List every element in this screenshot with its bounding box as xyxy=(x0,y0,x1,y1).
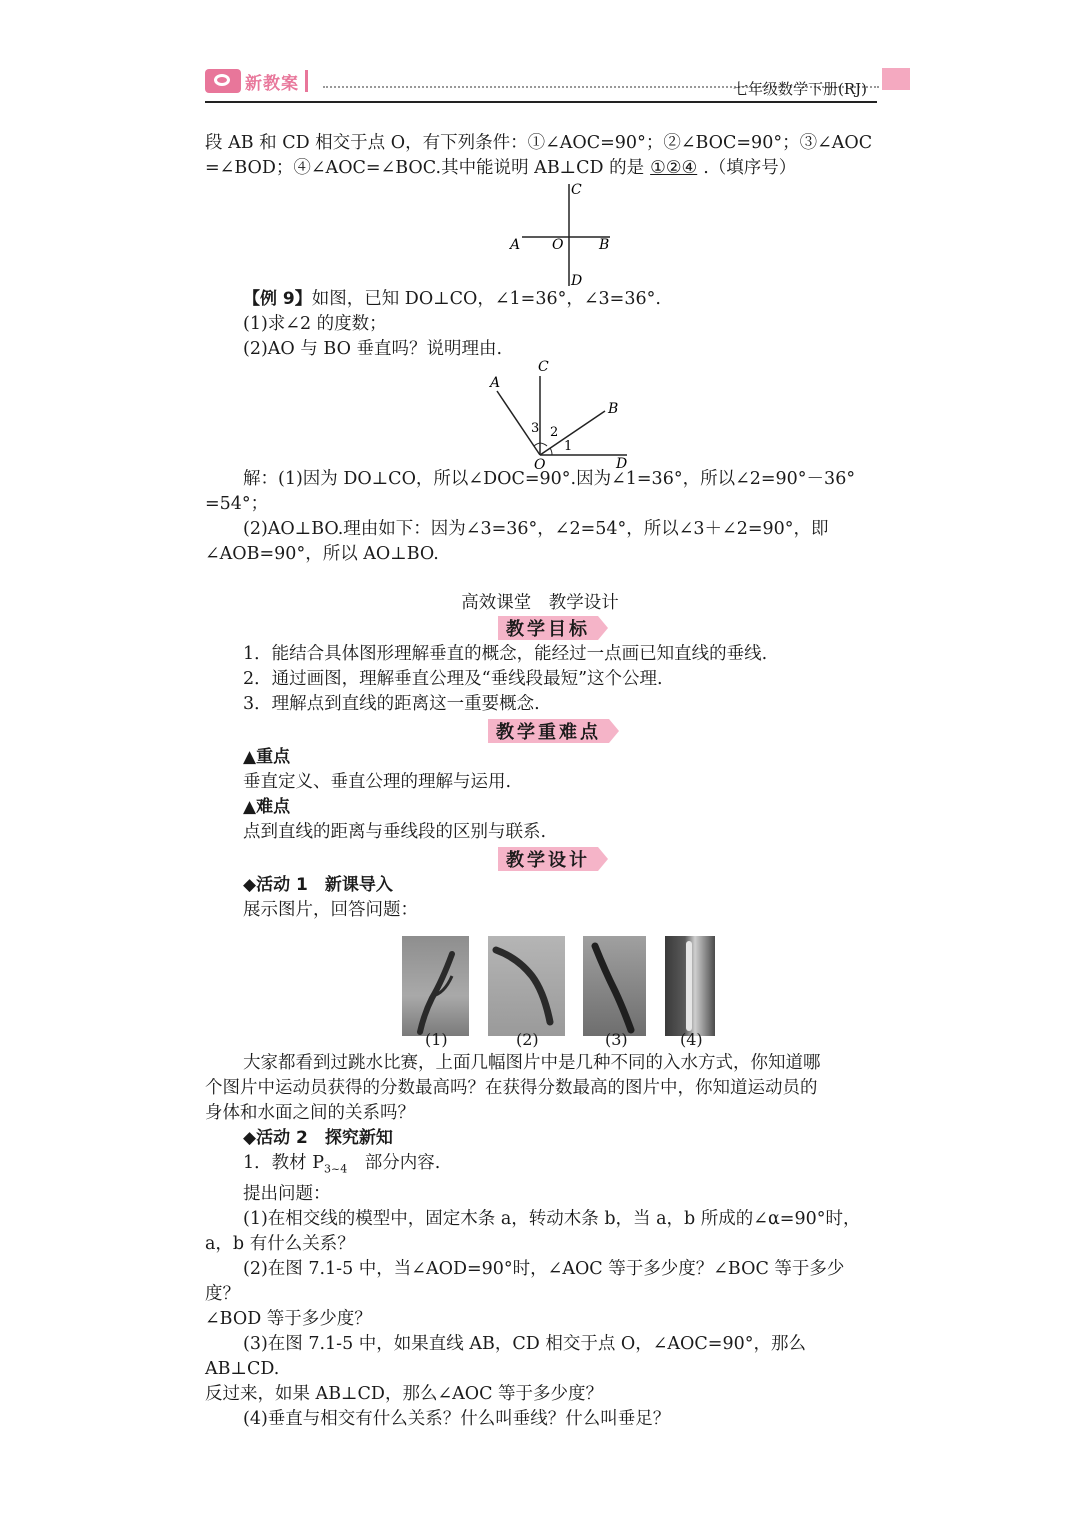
label-c: C xyxy=(571,182,582,198)
solution-line-4: ∠AOB=90°，所以 AO⊥BO. xyxy=(205,544,439,564)
goal-item: 3．理解点到直线的距离这一重要概念. xyxy=(243,694,540,714)
logo-divider xyxy=(305,70,308,92)
label-d: D xyxy=(616,456,628,471)
activity-2-title: ◆活动 2 探究新知 xyxy=(243,1128,393,1148)
question-line: (3)在图 7.1-5 中，如果直线 AB，CD 相交于点 O，∠AOC=90°，那么 AB⊥CD. xyxy=(205,1333,806,1379)
problem-text xyxy=(205,131,877,181)
header-rule xyxy=(205,101,877,103)
question-line: (2)在图 7.1-5 中，当∠AOD=90°时，∠AOC 等于多少度？∠BOC 等于多少度？ xyxy=(205,1258,845,1304)
textbook-reference xyxy=(205,1151,877,1182)
question-line: a，b 有什么关系？ xyxy=(205,1233,355,1254)
goals-banner xyxy=(498,615,608,641)
problem-line-2 xyxy=(205,156,877,181)
angle-label-3: 3 xyxy=(531,421,540,436)
diver-silhouette xyxy=(488,936,565,1036)
diving-photo-2 xyxy=(488,936,565,1036)
banner-arrow-icon xyxy=(609,719,619,743)
angle-arc-2 xyxy=(540,443,547,446)
solution xyxy=(205,467,877,567)
problem-line-2-text: =∠BOD；④∠AOC=∠BOC.其中能说明 AB⊥CD 的是 xyxy=(205,158,645,178)
label-o: O xyxy=(552,237,564,253)
problem-line-1-text: AB 和 CD 相交于点 O，有下列条件：①∠AOC=90°；②∠BOC=90°；③∠AOC xyxy=(228,133,873,153)
goal-item: 2．通过画图，理解垂直公理及“垂线段最短”这个公理. xyxy=(243,669,663,689)
keypoints-banner-text: 教学重难点 xyxy=(488,719,609,743)
keypoints-content xyxy=(205,745,877,845)
textbook-ref-end: 部分内容. xyxy=(347,1153,441,1173)
banner-arrow-icon xyxy=(598,847,608,871)
hard-label: ▲难点 xyxy=(243,797,291,817)
problem-prefix: 段 xyxy=(205,133,229,153)
diver-silhouette xyxy=(402,936,469,1036)
design-banner-text: 教学设计 xyxy=(498,847,598,871)
photo-caption: (1) xyxy=(425,1030,448,1049)
label-b: B xyxy=(608,401,619,417)
angle-figure xyxy=(480,356,640,471)
problem-answer: ①②④ xyxy=(650,158,698,178)
label-c: C xyxy=(538,359,549,375)
keypoints-banner xyxy=(488,718,619,744)
label-o: O xyxy=(534,457,546,471)
question-line: 反过来，如果 AB⊥CD，那么∠AOC 等于多少度？ xyxy=(205,1383,604,1404)
label-b: B xyxy=(599,237,610,253)
diving-photo-1 xyxy=(402,936,469,1036)
diver-silhouette xyxy=(665,936,715,1036)
photo-caption: (4) xyxy=(680,1030,703,1049)
goals-list xyxy=(205,642,877,717)
activity-1 xyxy=(205,873,877,923)
question-line: ∠BOD 等于多少度？ xyxy=(205,1308,372,1329)
solution-line-2: =54°； xyxy=(205,494,269,514)
page-header xyxy=(205,64,877,102)
intro-para-line: 个图片中运动员获得的分数最高吗？在获得分数最高的图片中，你知道运动员的 xyxy=(205,1078,818,1098)
problem-line-2-end: .（填序号） xyxy=(703,158,797,178)
goal-item: 1．能结合具体图形理解垂直的概念，能经过一点画已知直线的垂线. xyxy=(243,644,768,664)
textbook-ref-pages: 3~4 xyxy=(323,1162,348,1176)
activity-1-prompt: 展示图片，回答问题： xyxy=(243,900,418,920)
example-9-q1: (1)求∠2 的度数； xyxy=(243,314,387,334)
solution-line-1: 解：(1)因为 DO⊥CO，所以∠DOC=90°.因为∠1=36°，所以∠2=90°－36° xyxy=(243,469,856,489)
diving-photo-3 xyxy=(583,936,646,1036)
example-9-q2: (2)AO 与 BO 垂直吗？说明理由. xyxy=(243,339,503,359)
solution-line-3: (2)AO⊥BO.理由如下：因为∠3=36°，∠2=54°，所以∠3＋∠2=90°，即 xyxy=(243,519,829,539)
label-a: A xyxy=(510,237,521,253)
label-a: A xyxy=(490,375,501,391)
book-title: 七年级数学下册(RJ) xyxy=(732,80,867,98)
question-line: (4)垂直与相交有什么关系？什么叫垂线？什么叫垂足？ xyxy=(243,1408,671,1429)
example-9-statement xyxy=(205,287,877,312)
section-title: 高效课堂 教学设计 xyxy=(461,593,619,613)
activity-1-title: ◆活动 1 新课导入 xyxy=(243,875,393,895)
logo xyxy=(205,68,308,94)
logo-text: 新教案 xyxy=(245,73,299,94)
problem-line-1 xyxy=(205,131,877,156)
question-line: (1)在相交线的模型中，固定木条 a，转动木条 b，当 a，b 所成的∠α=90°时， xyxy=(243,1208,861,1229)
example-9-text: 如图，已知 DO⊥CO，∠1=36°，∠3=36°. xyxy=(311,289,661,309)
angle-label-1: 1 xyxy=(564,439,573,454)
ask-label: 提出问题： xyxy=(243,1183,331,1204)
header-pink-block xyxy=(882,68,910,90)
logo-icon xyxy=(205,69,241,93)
perpendicular-figure xyxy=(500,180,620,290)
key-text: 垂直定义、垂直公理的理解与运用. xyxy=(243,772,512,792)
hard-text: 点到直线的距离与垂线段的区别与联系. xyxy=(243,822,547,842)
photo-caption: (2) xyxy=(516,1030,539,1049)
example-9 xyxy=(205,287,877,362)
key-label: ▲重点 xyxy=(243,747,291,767)
activity-2 xyxy=(205,1051,877,1432)
design-banner xyxy=(498,846,608,872)
diving-photo-4 xyxy=(665,936,715,1036)
label-d: D xyxy=(571,273,583,289)
angle-arc-1 xyxy=(550,448,552,455)
photo-caption: (3) xyxy=(605,1030,628,1049)
intro-para-line: 身体和水面之间的关系吗？ xyxy=(205,1103,415,1123)
example-9-title: 【例 9】 xyxy=(243,289,312,309)
angle-arc-3 xyxy=(534,443,540,446)
angle-label-2: 2 xyxy=(550,425,559,440)
intro-para-line: 大家都看到过跳水比赛，上面几幅图片中是几种不同的入水方式，你知道哪 xyxy=(243,1053,821,1073)
textbook-ref-text: 1．教材 P xyxy=(243,1153,324,1173)
goals-banner-text: 教学目标 xyxy=(498,616,598,640)
banner-arrow-icon xyxy=(598,616,608,640)
diver-silhouette xyxy=(583,936,646,1036)
